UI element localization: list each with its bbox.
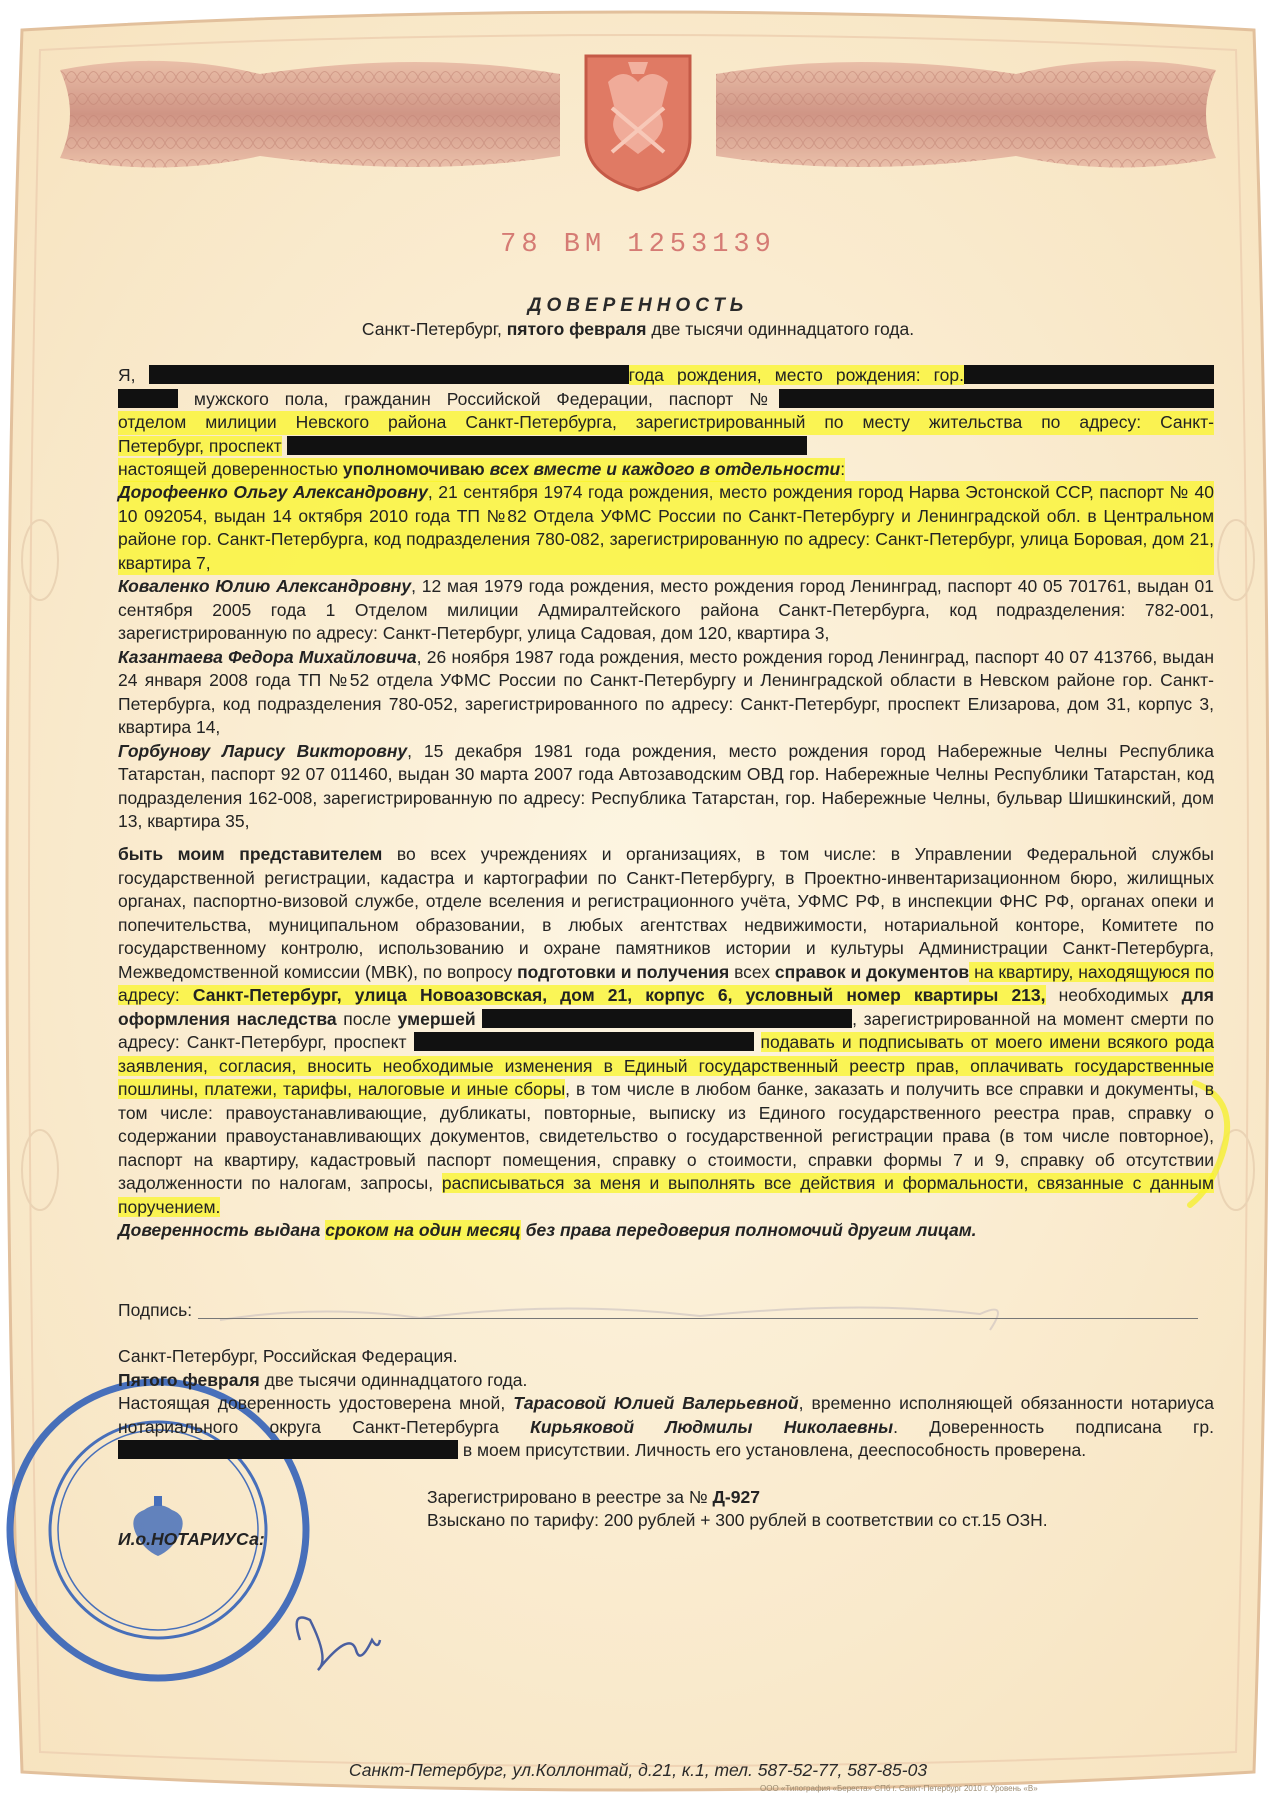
bold-text: подготовки и получения bbox=[517, 961, 730, 982]
text-fragment: , зарегистрированной на момент смерти по адресу: Санкт-Петербург, проспект bbox=[118, 1008, 1214, 1052]
place-and-date bbox=[0, 318, 1276, 342]
text-fragment: Я, bbox=[118, 365, 149, 385]
person-name: Казантаева Федора Михайловича bbox=[118, 646, 417, 667]
authority-paragraph bbox=[118, 843, 1214, 1243]
text-fragment: в моем присутствии. Личность его установлена, дееспособность проверена. bbox=[458, 1440, 1087, 1460]
authorized-persons bbox=[118, 481, 1214, 834]
text-line bbox=[118, 458, 845, 482]
text-fragment: во всех учреждениях и организациях, в том числе: в Управлении Федеральной службы государственной регистрации, кадастра и картографии по Санкт-Петербургу, в Проектно-инвентаризационном бюро, жилищных органах, паспортно-визовой службе, отделе вселения и регистрационного учёта, УФМС РФ, в инспекции ФНС РФ, органах опеки и попечительства, муниципальном образовании, в любых агентствах недвижимости, нотариальной конторе, Комитете по государственному контролю, использованию и охране памятников истории и культуры Администрации Санкт-Петербурга, Межведомственной комиссии (МВК), по вопросу bbox=[118, 844, 1214, 982]
person-details: , 15 декабря 1981 года рождения, место рождения город Набережные Челны Республика Татарстан, паспорт 92 07 011460, выдан 30 марта 2007 года Автозаводским ОВД гор. Набережные Челны Республики Татарстан, код подразделения 162-008, зарегистрированную по адресу: Республика Татарстан, гор. Набережные Челны, бульвар Шишкинский, дом 13, квартира 35, bbox=[118, 740, 1214, 831]
bold-text: справок и документов bbox=[774, 961, 970, 982]
document-title: ДОВЕРЕННОСТЬ bbox=[527, 295, 749, 316]
signature-line bbox=[198, 1318, 1198, 1319]
bold-text: быть моим представителем bbox=[118, 844, 383, 864]
text-line bbox=[118, 364, 1214, 388]
authority-text bbox=[118, 843, 1214, 1219]
redaction-block bbox=[287, 436, 807, 455]
text-line bbox=[118, 388, 1214, 412]
footer-address: Санкт-Петербург, ул.Коллонтай, д.21, к.1, тел. 587-52-77, 587-85-03 bbox=[348, 1760, 928, 1780]
text-fragment: , временно исполняющей обязанности нотариуса нотариального округа Санкт-Петербурга bbox=[118, 1393, 1214, 1437]
text-fragment: после bbox=[336, 1008, 398, 1029]
highlighted-text: расписываться за меня и выполнять все действия и формальности, связанные с данным поручением. bbox=[118, 1173, 1214, 1217]
person-name: Коваленко Юлию Александровну bbox=[118, 576, 412, 596]
notary-name: Кирьяковой Людмилы Николаевны bbox=[530, 1416, 894, 1437]
bold-text: Пятого февраля bbox=[118, 1369, 260, 1390]
notary-line bbox=[118, 1369, 1214, 1393]
redaction-block bbox=[964, 365, 1214, 384]
highlighted-text: года рождения, место рождения: гор. bbox=[628, 365, 964, 385]
principal-paragraph bbox=[118, 364, 1214, 482]
text-fragment: : bbox=[840, 459, 846, 479]
bold-italic-text: всех вместе и каждого в отдельности bbox=[489, 459, 841, 479]
notary-statement bbox=[118, 1392, 1214, 1463]
person-details: , 26 ноября 1987 года рождения, место рождения город Ленинград, паспорт 40 07 413766, выдан 24 января 2008 года ТП №52 отдела УФМС России по Санкт-Петербургу и Ленинградской области в Невском районе гор. Санкт-Петербурга, код подразделения 780-052, зарегистрированного по адресу: Санкт-Петербург, проспект Елизарова, дом 31, корпус 3, квартира 14, bbox=[118, 646, 1214, 737]
text-fragment: Настоящая доверенность удостоверена мной, bbox=[118, 1393, 514, 1413]
printer-imprint: ООО «Типография «Береста» СПб г. Санкт-Петербург 2010 г. Уровень «В» bbox=[760, 1784, 1038, 1793]
text-line bbox=[118, 435, 1214, 459]
person-entry bbox=[118, 740, 1214, 834]
bold-text: уполномочиваю bbox=[342, 459, 485, 479]
redaction-block bbox=[149, 365, 629, 384]
notary-certification bbox=[118, 1345, 1214, 1463]
highlighted-text: на квартиру bbox=[969, 961, 1069, 982]
text-fragment: всех bbox=[729, 961, 775, 982]
person-name: Дорофеенко Ольгу Александровну bbox=[118, 482, 428, 502]
person-details: , 12 мая 1979 года рождения, место рождения город Ленинград, паспорт 40 05 701761, выдан 01 сентября 2005 года 1 Отделом милиции Адмиралтейского района Санкт-Петербурга, код подразделения: 782-001, зарегистрированную по адресу: Санкт-Петербург, улица Садовая, дом 120, квартира 3, bbox=[118, 576, 1214, 643]
highlighted-text: , находящуюся по адресу: bbox=[118, 961, 1214, 1005]
highlighted-term: сроком на один месяц bbox=[325, 1220, 521, 1240]
registry-line bbox=[427, 1486, 760, 1510]
highlighted-address: Санкт-Петербург, улица Новоазовская, дом 21, корпус 6, условный номер квартиры 213, bbox=[192, 985, 1046, 1005]
bold-text: умершей bbox=[397, 1008, 476, 1029]
notary-line: Санкт-Петербург, Российская Федерация. bbox=[118, 1346, 458, 1366]
person-entry bbox=[118, 646, 1214, 740]
registry-number: Д-927 bbox=[712, 1487, 760, 1507]
bold-italic-text: без права передоверия полномочий другим лицам. bbox=[520, 1220, 977, 1240]
place-date-bold: пятого февраля bbox=[506, 319, 647, 339]
person-details: , 21 сентября 1974 года рождения, место рождения город Нарва Эстонской ССР, паспорт № 40 10 092054, выдан 14 октября 2010 года ТП №82 Отдела УФМС России по Санкт-Петербургу и Ленинградской обл. в Центральном районе гор. Санкт-Петербурга, код подразделения 780-082, зарегистрированную по адресу: Санкт-Петербург, улица Боровая, дом 21, квартира 7, bbox=[118, 482, 1214, 573]
redaction-block bbox=[779, 389, 1214, 408]
highlighted-text: Петербург, проспект bbox=[118, 435, 282, 456]
person-name: Горбунову Ларису Викторовну bbox=[118, 740, 408, 761]
bold-italic-text: Доверенность выдана bbox=[118, 1220, 326, 1240]
text-line: отделом милиции Невского района Санкт-Петербурга, зарегистрированный по месту жительства по адресу: Санкт- bbox=[118, 411, 1214, 435]
fee-line: Взыскано по тарифу: 200 рублей + 300 рублей в соответствии со ст.15 ОЗН. bbox=[427, 1510, 1048, 1530]
redaction-block bbox=[414, 1032, 754, 1051]
bold-text: для оформления наследства bbox=[118, 985, 1214, 1029]
text-fragment: мужского пола, гражданин Российской Федерации, паспорт № bbox=[193, 388, 779, 409]
text-fragment: . Доверенность подписана гр. bbox=[893, 1416, 1214, 1437]
acting-notary-label: И.о.НОТАРИУСа: bbox=[118, 1529, 265, 1549]
text-fragment: настоящей доверенностью bbox=[118, 459, 343, 479]
redaction-block bbox=[118, 1440, 458, 1459]
validity-text bbox=[118, 1219, 1214, 1243]
text-fragment: необходимых bbox=[1045, 985, 1182, 1005]
redaction-block bbox=[482, 1009, 852, 1028]
person-entry bbox=[118, 481, 1214, 575]
redaction-block bbox=[118, 389, 178, 408]
person-entry bbox=[118, 575, 1214, 646]
place-date-part: Санкт-Петербург, bbox=[361, 319, 507, 339]
text-fragment: Зарегистрировано в реестре за № bbox=[427, 1487, 713, 1507]
text-fragment: , в том числе в любом банке, заказать и получить все справки и документы, в том числе: правоустанавливающие, дубликаты, повторные, выписку из Единого государственного реестра прав, справку о содержании правоустанавливающих документов, свидетельство о государственной регистрации права (в том числе повторное), паспорт на квартиру, кадастровый паспорт помещения, справку о стоимости, справки формы 7 и 9, справку об отсутствии задолженности по налогам, запросы, bbox=[118, 1079, 1214, 1193]
highlighted-text: подавать и подписывать от моего имени всякого рода заявления, согласия, вносить необходимые изменения в Единый государственный реестр прав, оплачивать государственные пошлины, платежи, тарифы, налоговые и иные сборы bbox=[118, 1032, 1214, 1099]
document-series-number: 78 ВМ 1253139 bbox=[500, 230, 776, 260]
notary-name: Тарасовой Юлией Валерьевной bbox=[513, 1393, 799, 1413]
place-date-part: две тысячи одиннадцатого года. bbox=[646, 319, 915, 339]
text-fragment: две тысячи одиннадцатого года. bbox=[259, 1369, 528, 1390]
signature-label: Подпись: bbox=[118, 1300, 193, 1320]
